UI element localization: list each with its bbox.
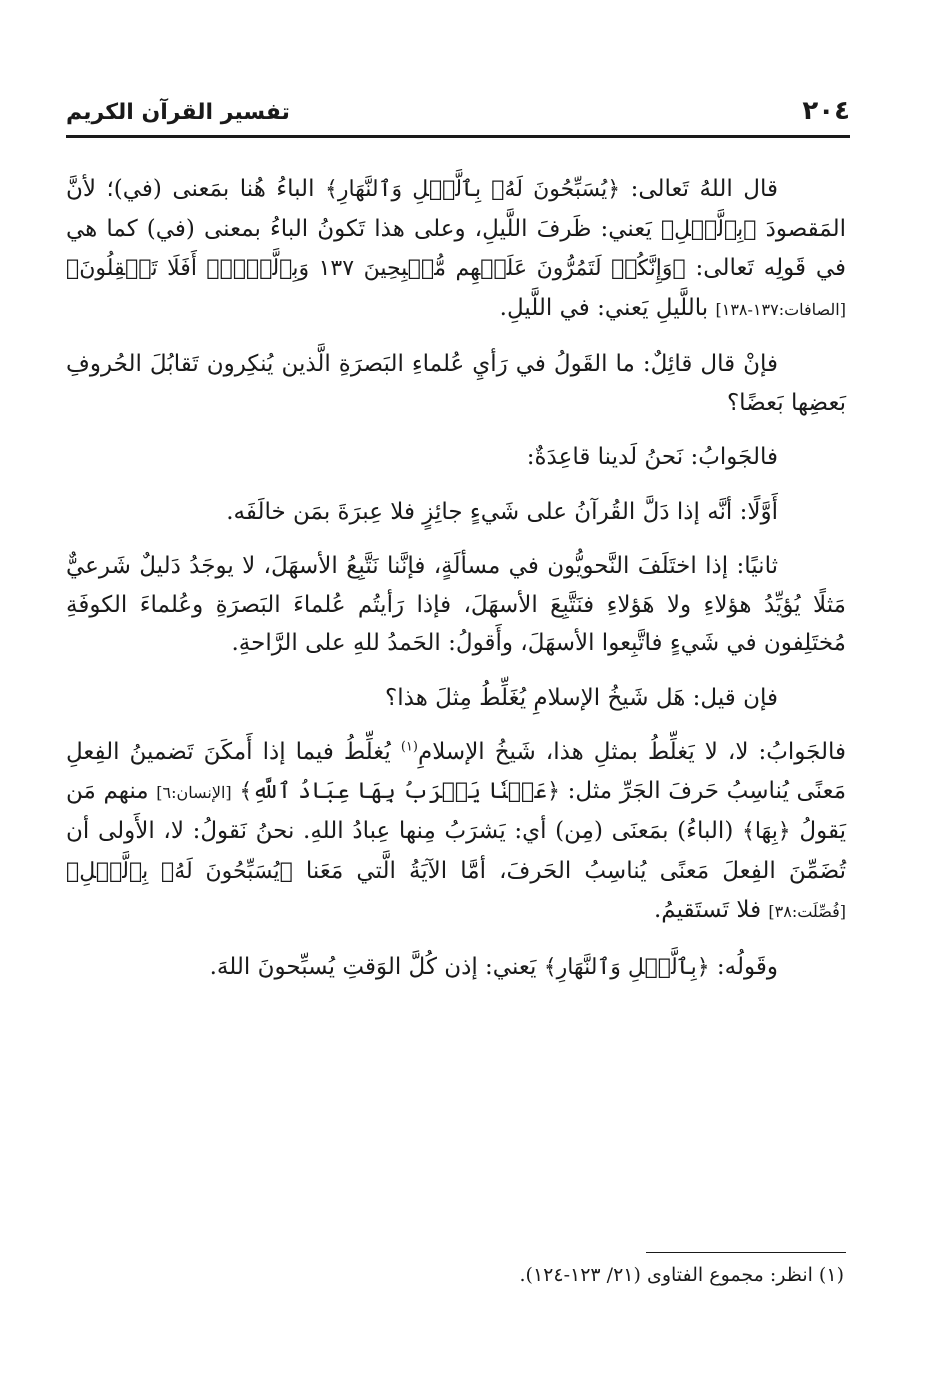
verse-reference: [الإنسان:٦] — [156, 782, 232, 802]
text-run: فلا تَستَقيمُ. — [653, 897, 769, 923]
quran-verse: ﴿عَيۡنٗا يَشۡرَبُ بِهَا عِبَادُ ٱللَّهِ﴾ — [239, 778, 561, 804]
paragraph-1 — [66, 170, 846, 329]
text-run: فإن قيل: هَل شَيخُ الإسلامِ يُغَلِّطُ مِثلَ هذا؟ — [385, 684, 778, 711]
quran-verse: ﴿بِٱلَّيۡلِ﴾ — [660, 216, 757, 242]
page-number: ٢٠٤ — [802, 96, 850, 126]
quran-verse: ﴿بِٱلَّيۡلِ وَٱلنَّهَارِ﴾ — [543, 954, 710, 980]
paragraph-5 — [66, 547, 846, 663]
quran-verse: ﴿بِهَا﴾ — [741, 819, 791, 844]
text-run: فالجَوابُ: نَحنُ لَدينا قاعِدَةٌ: — [526, 444, 778, 470]
text-run: يُغلِّطُ فيما إذا أَمكَنَ تَضمينُ الفِعلِ مَعنًى يُناسِبُ حَرفَ الجَرِّ مثل: — [66, 739, 847, 804]
quran-verse: ﴿وَإِنَّكُمۡ لَتَمُرُّونَ عَلَيۡهِم مُّصۡبِحِينَ ١٣٧ وَبِٱلَّيۡلِۚ أَفَلَا تَعۡقِلُونَ﴾ — [66, 256, 686, 281]
footnote-divider — [646, 1252, 846, 1253]
paragraph-8 — [66, 948, 846, 988]
paragraph-3 — [66, 438, 846, 477]
text-run: (الباءُ) بمَعنَى (مِن) أي: يَشرَبُ مِنها عِبادُ اللهِ. نحنُ نَقولُ: لا، الأَولى أن تُضَمِّنَ الفِعلَ مَعنًى يُناسِبُ الحَرفَ، أمَّا الآيَةُ الَّتي مَعَنا — [66, 818, 847, 884]
paragraph-7 — [66, 733, 846, 932]
text-run: يَعني: ظَرفَ اللَّيلِ، وعلى هذا تَكونُ الباءُ بمعنى (في) كما هي في قَولِه تَعالى: — [66, 215, 846, 281]
text-run: أَوَّلًا: أنَّه إذا دَلَّ القُرآنُ على شَيءٍ جائِزٍ فلا عِبرَةَ بمَن خالَفَه. — [226, 498, 778, 525]
footnote-marker: (١) — [400, 739, 418, 755]
verse-reference: [الصافات:١٣٧-١٣٨] — [715, 299, 846, 319]
verse-reference: [فُصِّلَت:٣٨] — [768, 902, 846, 921]
paragraph-6 — [66, 679, 846, 718]
page-header — [66, 92, 850, 136]
text-run: ثانيًا: إذا اختَلَفَ النَّحويُّون في مسألَةٍ، فإنَّنا نَتَّبِعُ الأسهَلَ، لا يوجَدُ دَليلٌ شَرعيٌّ مَثلًا يُؤيِّدُ هؤلاءِ ولا هَؤلاءِ فنَتَّبِعَ الأسهَلَ، فإذا رَأيتُم عُلماءَ البَصرَةِ وعُلماءَ الكوفَةِ مُختَلِفون في شَيءٍ فاتَّبِعوا الأسهَلَ، وأَقولُ: الحَمدُ للهِ على الرَّاحةِ. — [66, 553, 846, 656]
footnote: (١) انظر: مجموع الفتاوى (٢١/ ١٢٣-١٢٤). — [519, 1264, 844, 1286]
text-run: فإنْ قال قائِلٌ: ما القَولُ في رَأيِ عُلماءِ البَصرَةِ الَّذين يُنكِرون تَقابُلَ الحُروفِ بَعضِها بَعضًا؟ — [66, 351, 846, 416]
header-divider — [66, 135, 850, 138]
text-run: فالجَوابُ: لا، لا يَغلِّطُ بمثلِ هذا، شَيخُ الإسلامِ — [417, 739, 846, 765]
text-run: يَعني: إذن كُلَّ الوَقتِ يُسبِّحونَ اللهَ. — [209, 953, 544, 980]
book-title: تفسير القرآن الكريم — [66, 100, 290, 125]
body-text — [66, 170, 846, 1003]
text-run: منهم مَن يَقولُ — [66, 777, 846, 844]
quran-verse: ﴿يُسَبِّحُونَ لَهُۥ بِٱلَّيۡلِ﴾ — [66, 858, 293, 884]
quran-verse: ﴿يُسَبِّحُونَ لَهُۥ بِٱلَّيۡلِ وَٱلنَّهَارِ﴾ — [324, 177, 621, 202]
text-run: وقَولُه: — [709, 953, 778, 980]
text-run: الباءُ هُنا بمَعنى (في)؛ لأنَّ المَقصودَ — [66, 176, 846, 242]
paragraph-4 — [66, 493, 846, 532]
text-run: قال اللهُ تَعالى: — [620, 176, 778, 202]
text-run: باللَّيلِ يَعني: في اللَّيلِ. — [499, 294, 716, 321]
paragraph-2 — [66, 345, 846, 422]
